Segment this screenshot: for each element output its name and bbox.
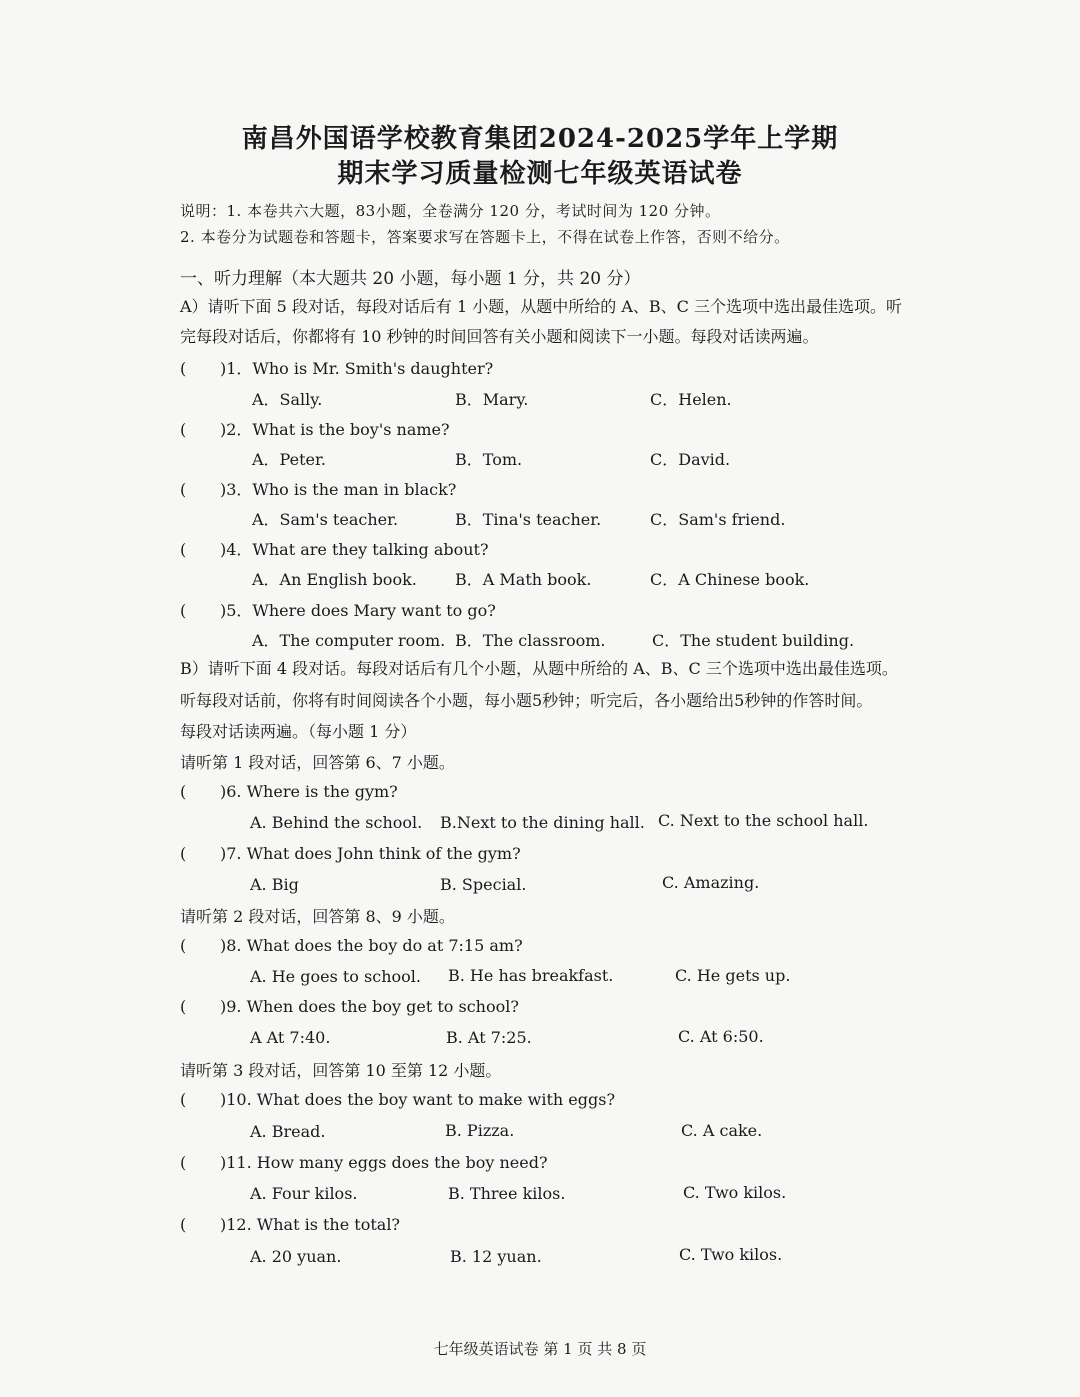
option-b: B．The classroom. <box>455 631 606 650</box>
option-a: A．Peter. <box>252 450 326 469</box>
option-b: B．Tom. <box>455 450 523 469</box>
answer-blank[interactable]: ( <box>180 844 187 863</box>
option-c: C．A Chinese book. <box>650 570 810 589</box>
question-2 <box>180 417 450 440</box>
option-a: A．An English book. <box>252 570 417 589</box>
question-text: )6. Where is the gym? <box>220 782 398 801</box>
dialogue-3-instruction: 请听第 3 段对话，回答第 10 至第 12 小题。 <box>180 1061 502 1080</box>
option-c: C. Amazing. <box>662 873 760 892</box>
option-a: A. Big <box>250 875 299 894</box>
question-4 <box>180 537 489 560</box>
question-text: )4．What are they talking about? <box>220 540 489 559</box>
option-b: B．A Math book. <box>455 570 592 589</box>
option-b: B. Special. <box>440 875 527 894</box>
question-5 <box>180 598 496 621</box>
option-b: B．Tina's teacher. <box>455 510 602 529</box>
option-c: C．Sam's friend. <box>650 510 786 529</box>
exam-title-line1: 南昌外国语学校教育集团2024-2025学年上学期 <box>241 124 839 154</box>
question-10 <box>180 1090 615 1109</box>
part-a-intro-1: A）请听下面 5 段对话，每段对话后有 1 小题，从题中所给的 A、B、C 三个选项中选出最佳选项。听 <box>180 297 902 316</box>
dialogue-2-instruction: 请听第 2 段对话，回答第 8、9 小题。 <box>180 907 455 926</box>
section-heading: 一、听力理解（本大题共 20 小题，每小题 1 分，共 20 分） <box>180 269 641 289</box>
answer-blank[interactable]: ( <box>180 936 187 955</box>
option-c: C．David. <box>650 450 731 469</box>
question-text: )7. What does John think of the gym? <box>220 844 521 863</box>
question-1 <box>180 356 493 379</box>
question-text: )8. What does the boy do at 7:15 am? <box>220 936 523 955</box>
question-text: )5．Where does Mary want to go? <box>220 601 496 620</box>
part-a-intro-2: 完每段对话后，你都将有 10 秒钟的时间回答有关小题和阅读下一小题。每段对话读两遍。 <box>180 327 819 346</box>
answer-blank[interactable]: ( <box>180 601 187 620</box>
option-a: A．Sam's teacher. <box>252 510 399 529</box>
answer-blank[interactable]: ( <box>180 359 187 378</box>
question-text: )12. What is the total? <box>220 1215 401 1234</box>
option-b: B. At 7:25. <box>446 1028 532 1047</box>
instruction-note-2: 2. 本卷分为试题卷和答题卡，答案要求写在答题卡上，不得在试卷上作答，否则不给分。 <box>180 228 790 246</box>
question-7 <box>180 844 521 863</box>
answer-blank[interactable]: ( <box>180 1215 187 1234</box>
option-c: C. He gets up. <box>675 966 791 985</box>
option-c: C．Helen. <box>650 390 732 409</box>
option-a: A. He goes to school. <box>250 967 421 986</box>
instruction-note-1: 说明：1. 本卷共六大题，83小题，全卷满分 120 分，考试时间为 120 分钟。 <box>180 202 721 220</box>
option-a: A．The computer room. <box>252 631 446 650</box>
page-footer: 七年级英语试卷 第 1 页 共 8 页 <box>433 1340 647 1358</box>
exam-title-line2: 期末学习质量检测七年级英语试卷 <box>337 159 743 189</box>
answer-blank[interactable]: ( <box>180 1090 187 1109</box>
option-a: A At 7:40. <box>250 1028 331 1047</box>
option-c: C. A cake. <box>681 1121 763 1140</box>
question-text: )9. When does the boy get to school? <box>220 997 519 1016</box>
option-a: A. Bread. <box>250 1122 326 1141</box>
question-6 <box>180 782 398 801</box>
question-text: )11. How many eggs does the boy need? <box>220 1153 548 1172</box>
question-3 <box>180 477 456 500</box>
part-b-intro-3: 每段对话读两遍。（每小题 1 分） <box>180 722 417 741</box>
option-b: B. 12 yuan. <box>450 1247 542 1266</box>
option-b: B.Next to the dining hall. <box>440 813 645 832</box>
part-b-intro-2: 听每段对话前，你将有时间阅读各个小题，每小题5秒钟；听完后，各小题给出5秒钟的作答时间。 <box>180 691 873 710</box>
question-11 <box>180 1153 548 1172</box>
question-text: )10. What does the boy want to make with eggs? <box>220 1090 616 1109</box>
part-b-intro-1: B）请听下面 4 段对话。每段对话后有几个小题，从题中所给的 A、B、C 三个选项中选出最佳选项。 <box>180 659 898 678</box>
option-c: C. Two kilos. <box>683 1183 787 1202</box>
answer-blank[interactable]: ( <box>180 420 187 439</box>
option-b: B. He has breakfast. <box>448 966 614 985</box>
option-a: A. 20 yuan. <box>250 1247 342 1266</box>
option-a: A. Four kilos. <box>250 1184 358 1203</box>
question-text: )3．Who is the man in black? <box>220 480 457 499</box>
question-text: )2．What is the boy's name? <box>220 420 450 439</box>
option-a: A．Sally. <box>252 390 323 409</box>
answer-blank[interactable]: ( <box>180 1153 187 1172</box>
answer-blank[interactable]: ( <box>180 997 187 1016</box>
answer-blank[interactable]: ( <box>180 782 187 801</box>
question-9 <box>180 997 519 1016</box>
option-b: B. Pizza. <box>445 1121 515 1140</box>
dialogue-1-instruction: 请听第 1 段对话，回答第 6、7 小题。 <box>180 753 455 772</box>
option-b: B．Mary. <box>455 390 529 409</box>
option-c: C. At 6:50. <box>678 1027 764 1046</box>
answer-blank[interactable]: ( <box>180 540 187 559</box>
question-text: )1．Who is Mr. Smith's daughter? <box>220 359 494 378</box>
option-b: B. Three kilos. <box>448 1184 566 1203</box>
answer-blank[interactable]: ( <box>180 480 187 499</box>
option-c: C．The student building. <box>652 631 855 650</box>
question-12 <box>180 1215 400 1234</box>
question-8 <box>180 936 523 955</box>
option-a: A. Behind the school. <box>250 813 423 832</box>
option-c: C. Two kilos. <box>679 1245 783 1264</box>
option-c: C. Next to the school hall. <box>658 811 869 830</box>
